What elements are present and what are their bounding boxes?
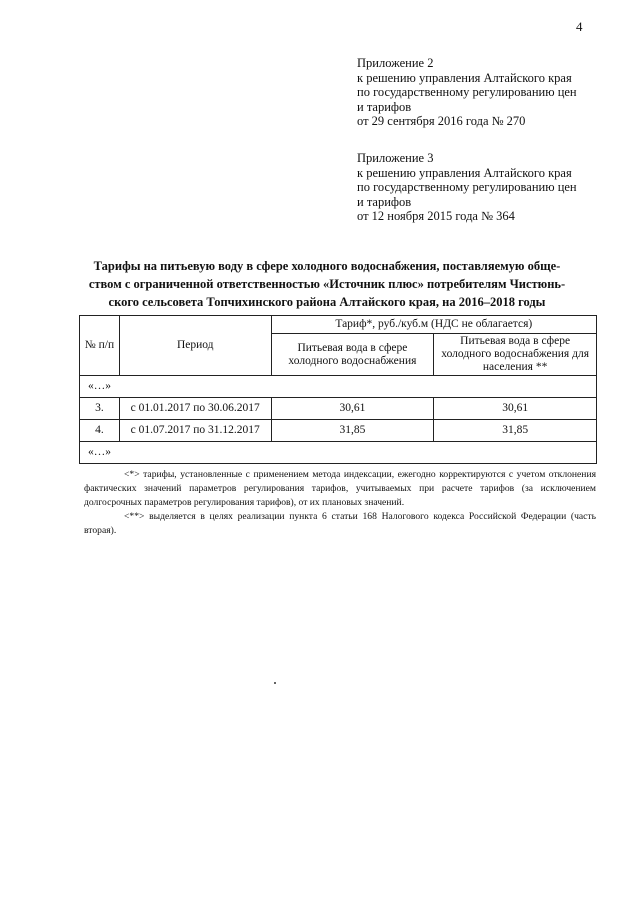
- title-line: Тарифы на питьевую воду в сфере холодного водоснабжения, поставляемую обще-: [93, 259, 561, 273]
- appendix-3-block: [357, 151, 627, 224]
- appendix-line: и тарифов: [357, 99, 412, 114]
- footnotes: [84, 468, 596, 538]
- tariff-table: [79, 315, 597, 464]
- cell-water-population: 31,85: [434, 420, 597, 442]
- footnote-2: <**> выделяется в целях реализации пункта 6 статьи 168 Налогового кодекса Российской Федерации (часть вторая).: [84, 511, 596, 536]
- table-row: [80, 420, 597, 442]
- appendix-line: Приложение 3: [357, 151, 434, 165]
- ellipsis-cell: «…»: [80, 376, 597, 398]
- table-row-ellipsis: [80, 376, 597, 398]
- appendix-line: от 29 сентября 2016 года № 270: [357, 114, 526, 128]
- cell-water-population: 30,61: [434, 398, 597, 420]
- header-period: Период: [119, 316, 271, 376]
- cell-period: с 01.07.2017 по 31.12.2017: [119, 420, 271, 442]
- appendix-2-block: [357, 56, 627, 129]
- table-row-ellipsis: [80, 442, 597, 464]
- header-num: № п/п: [80, 316, 120, 376]
- document-title: [62, 257, 592, 311]
- header-water: Питьевая вода в сфере холодного водоснабжения: [271, 334, 434, 376]
- appendix-line: к решению управления Алтайского края: [357, 70, 572, 85]
- appendix-line: от 12 ноября 2015 года № 364: [357, 209, 515, 223]
- cell-num: 3.: [80, 398, 120, 420]
- cell-water: 30,61: [271, 398, 434, 420]
- table-row: [80, 398, 597, 420]
- title-line: ством с ограниченной ответственностью «Источник плюс» потребителям Чистюнь-: [88, 277, 566, 291]
- cell-water: 31,85: [271, 420, 434, 442]
- cell-period: с 01.01.2017 по 30.06.2017: [119, 398, 271, 420]
- ellipsis-cell: «…»: [80, 442, 597, 464]
- title-line: ского сельсовета Топчихинского района Алтайского края, на 2016–2018 годы: [108, 295, 546, 309]
- appendix-line: к решению управления Алтайского края: [357, 165, 572, 180]
- footnote-1: <*> тарифы, установленные с применением метода индексации, ежегодно корректируются с учетом отклонения фактических значений параметров регулирования тарифов, учитываемых при расчете тарифов (за исключением долгосрочных параметров регулирования тарифов), от их плановых значений.: [84, 469, 596, 508]
- page-number: 4: [576, 19, 583, 34]
- table-header-row: [80, 316, 597, 334]
- scan-speck: [274, 682, 276, 684]
- cell-num: 4.: [80, 420, 120, 442]
- appendix-line: по государственному регулированию цен: [357, 180, 577, 194]
- header-water-population: Питьевая вода в сфере холодного водоснабжения для населения **: [434, 334, 597, 376]
- appendix-line: по государственному регулированию цен: [357, 85, 577, 99]
- appendix-line: Приложение 2: [357, 56, 434, 70]
- header-tariff-group: Тариф*, руб./куб.м (НДС не облагается): [271, 316, 596, 334]
- appendix-line: и тарифов: [357, 194, 412, 209]
